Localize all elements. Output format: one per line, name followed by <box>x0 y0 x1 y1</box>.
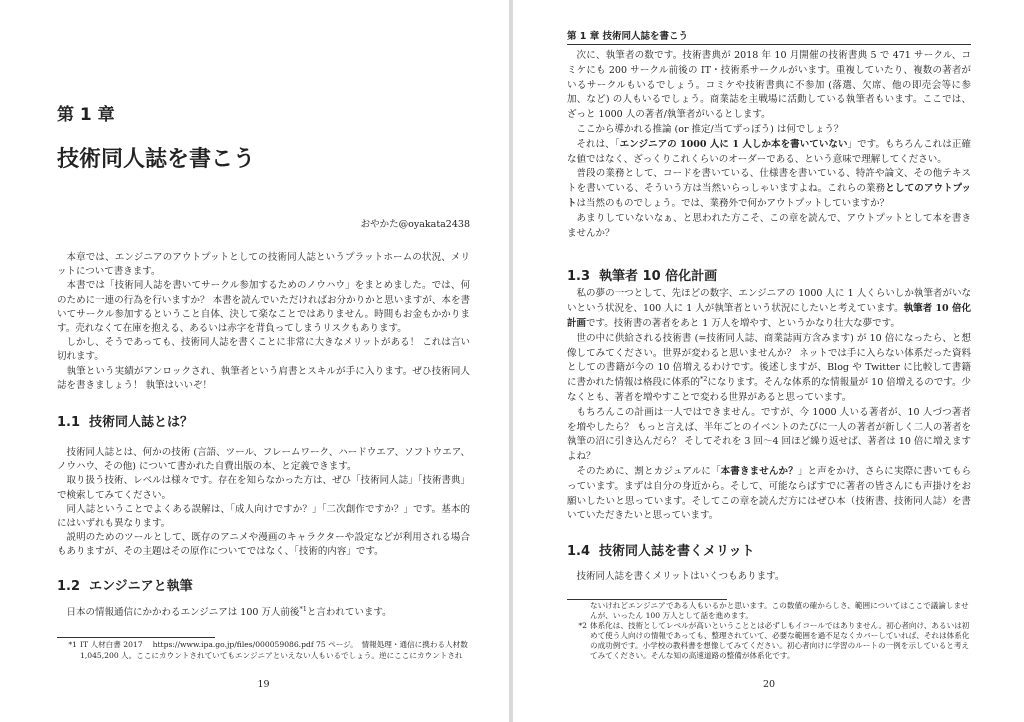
paragraph <box>57 279 470 336</box>
paragraph <box>567 332 971 406</box>
section-title: 技術同人誌とは？ <box>89 415 194 431</box>
page-20 <box>513 0 1024 722</box>
footnote-mark: *2 <box>578 620 587 630</box>
page-19 <box>0 0 509 722</box>
paragraph <box>567 465 971 524</box>
footnote-2 <box>567 621 971 661</box>
section-heading-1-2 <box>57 578 470 596</box>
emphasis-text: 本書きませんか？ <box>720 465 798 477</box>
text-run: 世の中に供給される技術書 (=技術同人誌、商業誌両方含みます) が 10 倍になったら、と想像してみてください。世界が変わると思いませんか？ ネットでは手に入らない体系だった資料としての書籍が今の 10 倍増えるわけです。後述しますが、Blog や Twitter に比較して書籍に書かれた情報は格段に体系的 <box>567 332 971 389</box>
text-run: になります。そんな体系的な情報量が 10 倍増えるのです。少なくとも、著者を増やすことで変わる世界があると思っています。 <box>567 377 972 403</box>
text-run: 取り扱う技術、レベルは様々です。存在を知らなかった方は、ぜひ「技術同人誌」「技術書典」で検索してみてください。 <box>57 475 470 501</box>
section-1-4-body <box>567 570 971 585</box>
text-run: と言われています。 <box>306 606 392 618</box>
text-run: です。技術書の著者をあと 1 万人を増やす、というかなり壮大な夢です。 <box>586 317 900 329</box>
section-title: 技術同人誌を書くメリット <box>599 544 755 560</box>
page-intro <box>567 49 971 241</box>
text-run: それは、「 <box>576 138 620 150</box>
text-run: 執筆という実績がアンロックされ、執筆者という肩書とスキルが手に入ります。ぜひ技術同人誌を書きましょう！ 執筆はいいぞ！ <box>57 365 470 391</box>
paragraph <box>57 251 470 279</box>
section-1-2-body <box>57 606 470 620</box>
text-run: 本章では、エンジニアのアウトプットとしての技術同人誌というプラットホームの状況、メリットについて書きます。 <box>57 252 470 278</box>
text-run: あまりしていないなぁ、と思われた方こそ、この章を読んで、アウトプットとして本を書きませんか？ <box>567 212 971 239</box>
section-heading-1-4 <box>567 544 971 560</box>
emphasis-text: エンジニアの 1000 人に 1 人しか本を書いていない <box>619 138 848 150</box>
paragraph <box>57 503 470 531</box>
paragraph <box>57 531 470 559</box>
text-run: そのために、割とカジュアルに「 <box>576 465 721 477</box>
text-run: 同人誌ということでよくある誤解は、「成人向けですか？」「二次創作ですか？」です。基本的にはいずれも異なります。 <box>57 503 470 530</box>
section-1-3-body <box>567 287 971 524</box>
paragraph <box>567 49 971 123</box>
text-run: もちろんこの計画は一人ではできません。ですが、今 1000 人いる著者が、10 人づつ著者を増やしたら？ もっと言えば、半年ごとのイベントのたびに一人の著者が新しく二人の著者を執筆の沼に引き込んだら？ そしてそれを 3 回〜4 回ほど繰り返せば、著者は 10 倍に増えますよね？ <box>567 406 971 463</box>
footnote-rule <box>57 637 215 638</box>
footnote-1 <box>57 639 470 661</box>
paragraph <box>567 138 971 168</box>
paragraph <box>567 406 971 465</box>
section-number: 1.3 <box>567 269 591 285</box>
text-run: 」です。もちろんこれは正確な値ではなく、ざっくりこれくらいのオーダーである、という意味で理解してください。 <box>567 138 971 165</box>
text-run: 技術同人誌とは、何かの技術 (言語、ツール、フレームワーク、ハードウエア、ソフトウエア、ノウハウ、その他) について書かれた自費出版の本、と定義できます。 <box>57 447 470 473</box>
chapter-intro <box>57 251 470 393</box>
text-run: 説明のためのツールとして、既存のアニメや漫画のキャラクターや設定などが利用される場合もありますが、その主題はその原作についてではなく、「技術的内容」です。 <box>57 532 470 558</box>
footnote-1-continued <box>567 601 971 621</box>
paragraph <box>567 570 971 585</box>
footnote-ref: *1 <box>299 604 307 613</box>
footnote-ref: *2 <box>700 374 708 383</box>
footnote-text: ないけれどエンジニアである人もいるかと思います。この数値の確からしさ、範囲についてはここで議論しませんが、いったん 100 万人として話を進めます。 <box>590 600 969 620</box>
paragraph <box>57 446 470 474</box>
section-number: 1.2 <box>57 578 81 594</box>
footnote-text: 体系化は、技術としてレベルが高いということとは必ずしもイコールではありません。初心者向け、あるいは初めて使う人向けの情報であっても、整理されていて、必要な範囲を過不足なくカバーしていれば、それは体系化の成功例です。小学校の教科書を想像してみてください。初心者向けに学習のルートの一例を示していると考えてみてください。そんな知の高速道路の整備が体系化です。 <box>590 620 970 660</box>
paragraph <box>57 474 470 502</box>
footnote-text: IT 人材白書 2017 https://www.ipa.go.jp/files/000059086.pdf 75 ページ。 情報処理・通信に携わる人材数 1,045,200 人。ここにカウントされていてもエンジニアといえない人もいるでしょう。逆にここにカウントされ <box>80 639 468 660</box>
running-header: 第 1 章 技術同人誌を書こう <box>567 30 971 45</box>
author-name: おやかた@oyakata2438 <box>360 219 470 230</box>
chapter-title: 技術同人誌を書こう <box>57 147 256 172</box>
text-run: 次に、執筆者の数です。技術書典が 2018 年 10 月開催の技術書典 5 で 471 サークル、コミケにも 200 サークル前後の IT・技術系サークルがいます。重複していたり、複数の著者がいるサークルもいるでしょう。コミケや技術書典に不参加 (落選、欠席、他の即売会等に参加、など) の人もいるでしょう。商業誌を主戦場に活動している執筆者もいます。ここでは、ざっと 1000 人の著者/執筆者がいるとします。 <box>567 50 971 121</box>
emphasis-text: としてのアウトプット <box>567 183 971 209</box>
text-run: 普段の業務として、コードを書いている、仕様書を書いている、特許や論文、その他テキストを書いている、そういう方は当然いらっしゃいますよね。これらの業務 <box>567 168 971 195</box>
section-title: エンジニアと執筆 <box>89 578 193 594</box>
text-run: 」と声をかけ、さらに実際に書いてもらっています。まずは自分の身近から。そして、可能ならばすでに著者の皆さんにも声掛けをお願いしたいと思っています。そしてこの章を読んだ方にはぜひ本（技術書、技術同人誌）を書いていただきたいと思っています。 <box>567 465 971 522</box>
paragraph <box>57 606 470 620</box>
paragraph <box>567 212 971 242</box>
paragraph <box>567 167 971 211</box>
section-number: 1.1 <box>57 415 81 431</box>
emphasis-text: 執筆者 10 倍化計画 <box>567 303 971 329</box>
page-19-content <box>57 105 470 692</box>
footnote-rule <box>567 599 727 600</box>
text-run: 日本の情報通信にかかわるエンジニアは 100 万人前後 <box>66 606 300 618</box>
text-run: 私の夢の一つとして、先ほどの数字、エンジニアの 1000 人に 1 人くらいしか執筆者がいないという状況を、100 人に 1 人が執筆者という状況にしたいと考えています。 <box>567 288 971 315</box>
paragraph <box>57 365 470 393</box>
text-run: 本書では「技術同人誌を書いてサークル参加するためのノウハウ」をまとめました。では、何のために一連の行為を行いますか？ 本書を読んでいただければお分かりかと思いますが、本を書いてサークル参加するということ自体、決して楽なことではありません。時間もお金もかかります。売れなくて在庫を抱える、あるいは赤字を背負ってしまうリスクもあります。 <box>57 280 470 335</box>
section-title: 執筆者 10 倍化計画 <box>599 269 718 285</box>
paragraph <box>567 123 971 138</box>
section-heading-1-1 <box>57 414 470 432</box>
footnote-mark: *1 <box>68 639 77 649</box>
text-run: 技術同人誌を書くメリットはいくつもあります。 <box>576 571 785 583</box>
text-run: は当然のものでしょう。では、業務外で何かアウトプットしていますか？ <box>576 197 890 209</box>
section-heading-1-3 <box>567 269 971 285</box>
page-number: 20 <box>762 678 776 690</box>
section-number: 1.4 <box>567 544 591 560</box>
page-20-content <box>567 30 971 692</box>
section-1-1-body <box>57 446 470 560</box>
chapter-label: 第 1 章 <box>57 105 115 125</box>
paragraph <box>567 287 971 331</box>
footnotes <box>567 601 971 661</box>
page-number: 19 <box>257 678 270 690</box>
text-run: ここから導かれる推論 (or 推定/当てずっぽう) は何でしょう？ <box>576 123 844 135</box>
paragraph <box>57 336 470 364</box>
text-run: しかし、そうであっても、技術同人誌を書くことに非常に大きなメリットがある！ これは言い切れます。 <box>57 337 470 363</box>
